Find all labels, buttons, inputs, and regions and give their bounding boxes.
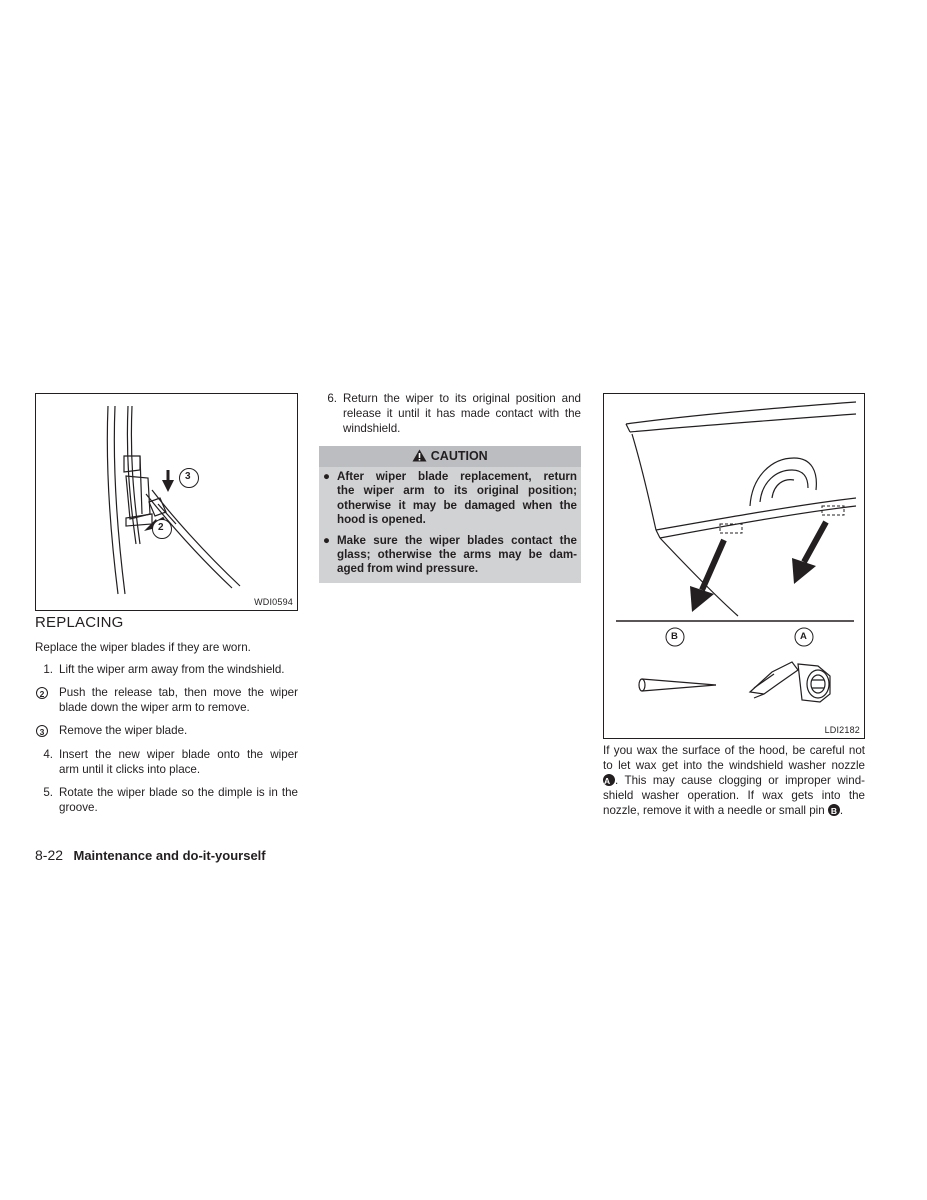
step-text: Push the release tab, then move the wiper	[59, 686, 298, 699]
caution-text: After wiper blade replacement, return	[337, 470, 577, 483]
step-text: Insert the new wiper blade onto the wiper	[59, 748, 298, 761]
caution-title: CAUTION	[430, 449, 488, 463]
caution-text: glass; otherwise the arms may be dam-	[337, 548, 577, 562]
step-marker: 6.	[327, 392, 337, 405]
paragraph-line-end: .	[839, 804, 844, 817]
warning-triangle-icon	[412, 449, 427, 462]
figure-code: LDI2182	[824, 725, 860, 735]
section-title: Maintenance and do-it-yourself	[73, 848, 266, 863]
callout-3-label: 3	[185, 471, 191, 482]
step-marker-circled: 3	[36, 725, 48, 737]
step-text: blade down the wiper arm to remove.	[59, 701, 250, 714]
caution-bullet-2	[323, 534, 579, 577]
step-5	[35, 785, 298, 815]
step-text: release it until it has made contact with the	[343, 407, 581, 420]
figure-code: WDI0594	[254, 597, 293, 607]
washer-nozzle-illustration	[604, 394, 866, 740]
step-text: windshield.	[343, 422, 401, 435]
callout-b-label: B	[671, 631, 678, 642]
paragraph-line: nozzle, remove it with a needle or small pin	[603, 804, 825, 817]
step-marker: 1.	[43, 663, 53, 676]
caution-text: the wiper arm to its original position;	[337, 484, 577, 498]
caution-text: hood is opened.	[337, 513, 426, 527]
wiper-blade-figure	[35, 393, 298, 611]
step-marker: 5.	[43, 786, 53, 799]
washer-nozzle-figure	[603, 393, 865, 739]
wax-warning-paragraph	[603, 743, 865, 818]
page-footer	[35, 847, 266, 865]
step-2	[35, 685, 298, 715]
step-text: Return the wiper to its original position and	[343, 392, 581, 405]
page-number: 8-22	[35, 847, 64, 863]
paragraph-line: . This may cause clogging or improper wind-	[615, 774, 865, 787]
step-text: groove.	[59, 801, 98, 814]
step-4	[35, 747, 298, 777]
paragraph-line: If you wax the surface of the hood, be careful not	[603, 744, 865, 757]
step-marker-circled: 2	[36, 687, 48, 699]
step-text: Lift the wiper arm away from the windshield.	[59, 663, 285, 676]
caution-text: otherwise it may be damaged when the	[337, 498, 577, 512]
step-marker: 4.	[43, 748, 53, 761]
step-text: Remove the wiper blade.	[59, 724, 188, 737]
section-heading: REPLACING	[35, 614, 124, 631]
caution-text: aged from wind pressure.	[337, 562, 479, 576]
paragraph-line: shield washer operation. If wax gets into the	[603, 789, 865, 802]
marker-b: B	[828, 804, 840, 816]
bullet-dot-icon: ●	[323, 470, 331, 483]
bullet-dot-icon: ●	[323, 533, 331, 547]
caution-box	[319, 446, 581, 583]
caution-bullet-1	[323, 470, 579, 528]
callout-a-label: A	[800, 631, 807, 642]
wiper-blade-illustration	[36, 394, 299, 612]
step-list	[35, 662, 298, 815]
step-1	[35, 662, 298, 677]
step-6	[319, 391, 581, 436]
step-text: Rotate the wiper blade so the dimple is in the	[59, 786, 298, 799]
caution-header	[319, 446, 581, 467]
step-3	[35, 723, 298, 739]
intro-text: Replace the wiper blades if they are worn.	[35, 641, 251, 654]
callout-2-label: 2	[158, 522, 164, 533]
step-text: arm until it clicks into place.	[59, 763, 201, 776]
paragraph-line: to let wax get into the windshield washer nozzle	[603, 759, 865, 772]
marker-a: A	[603, 774, 615, 786]
caution-text: Make sure the wiper blades contact the	[337, 533, 577, 547]
